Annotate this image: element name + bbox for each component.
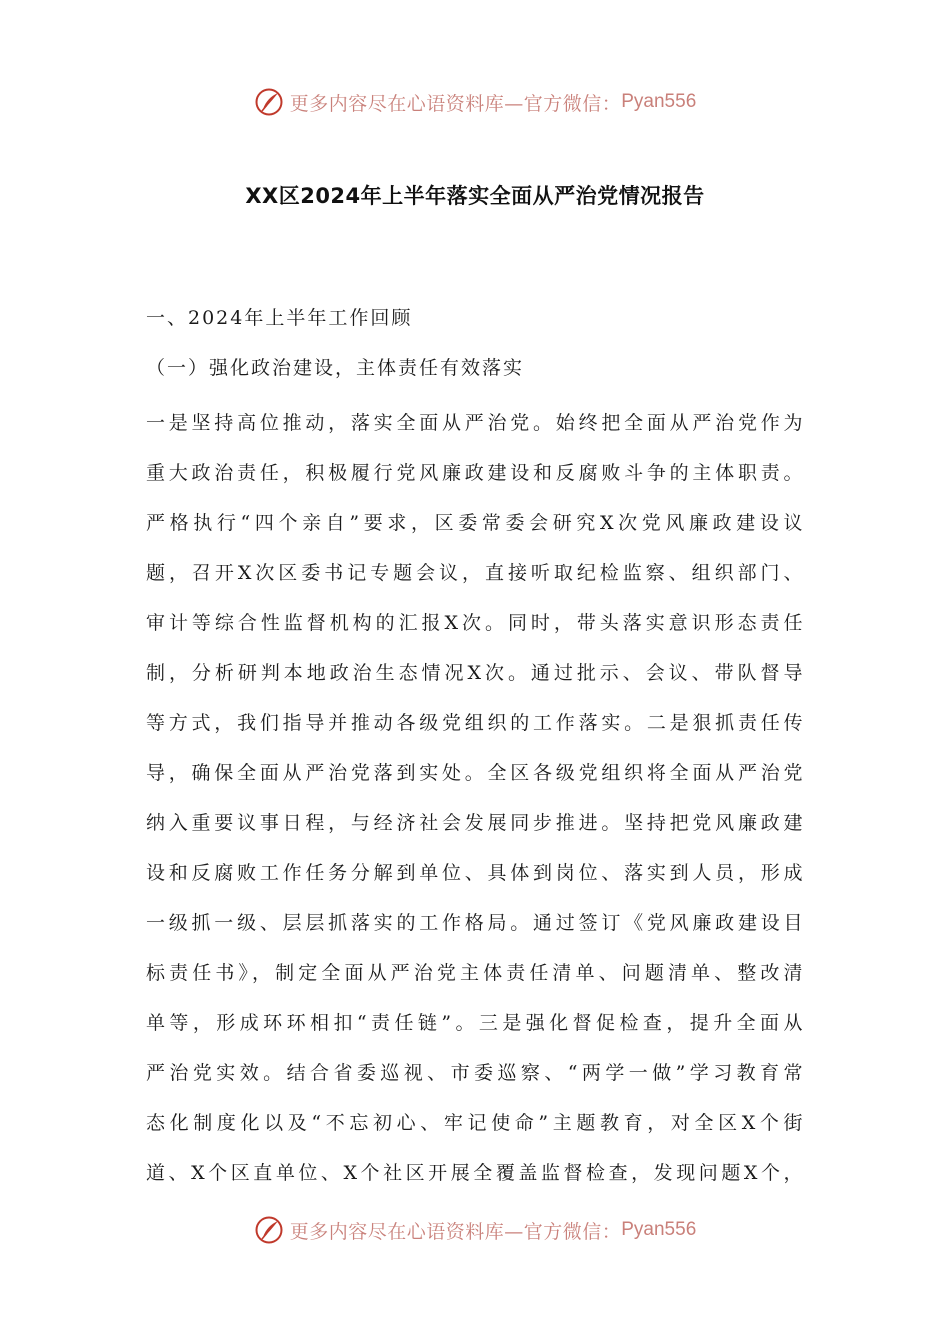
paragraph-line: 严格执行“四个亲自”要求，区委常委会研究X次党风廉政建设议	[146, 512, 806, 534]
paragraph-line: 单等，形成环环相扣“责任链”。三是强化督促检查，提升全面从	[146, 1012, 806, 1034]
paragraph-line: 态化制度化以及“不忘初心、牢记使命”主题教育，对全区X个街	[146, 1112, 806, 1134]
paragraph-line: 道、X个区直单位、X个社区开展全覆盖监督检查，发现问题X个，	[146, 1162, 806, 1184]
paragraph-line: 题，召开X次区委书记专题会议，直接听取纪检监察、组织部门、	[146, 562, 806, 584]
document-body	[146, 298, 806, 1198]
paragraph-line: 等方式，我们指导并推动各级党组织的工作落实。二是狠抓责任传	[146, 712, 806, 734]
paragraph-line: 制，分析研判本地政治生态情况X次。通过批示、会议、带队督导	[146, 662, 806, 684]
watermark-handle: Pyan556	[621, 91, 697, 112]
paragraph-line: 纳入重要议事日程，与经济社会发展同步推进。坚持把党风廉政建	[146, 812, 806, 834]
paragraph-line: 一是坚持高位推动，落实全面从严治党。始终把全面从严治党作为	[146, 412, 806, 434]
watermark-handle: Pyan556	[621, 1219, 697, 1240]
watermark-text: 更多内容尽在心语资料库—官方微信：	[289, 92, 622, 115]
watermark-footer	[0, 1210, 950, 1250]
quill-logo-icon	[254, 87, 284, 117]
section-heading: 一、2024年上半年工作回顾	[146, 307, 413, 329]
paragraph-line: 导，确保全面从严治党落到实处。全区各级党组织将全面从严治党	[146, 762, 806, 784]
paragraph-line: 严治党实效。结合省委巡视、市委巡察、“两学一做”学习教育常	[146, 1062, 806, 1084]
paragraph	[146, 398, 806, 1198]
document-title: XX区2024年上半年落实全面从严治党情况报告	[245, 184, 705, 208]
watermark-text: 更多内容尽在心语资料库—官方微信：	[289, 1220, 622, 1243]
paragraph-line: 设和反腐败工作任务分解到单位、具体到岗位、落实到人员，形成	[146, 862, 806, 884]
quill-logo-icon	[254, 1215, 284, 1245]
paragraph-line: 标责任书》，制定全面从严治党主体责任清单、问题清单、整改清	[146, 962, 806, 984]
watermark-header	[0, 82, 950, 122]
subsection-heading: （一）强化政治建设，主体责任有效落实	[146, 357, 525, 379]
paragraph-line: 一级抓一级、层层抓落实的工作格局。通过签订《党风廉政建设目	[146, 912, 806, 934]
paragraph-line: 审计等综合性监督机构的汇报X次。同时，带头落实意识形态责任	[146, 612, 806, 634]
paragraph-line: 重大政治责任，积极履行党风廉政建设和反腐败斗争的主体职责。	[146, 462, 806, 484]
